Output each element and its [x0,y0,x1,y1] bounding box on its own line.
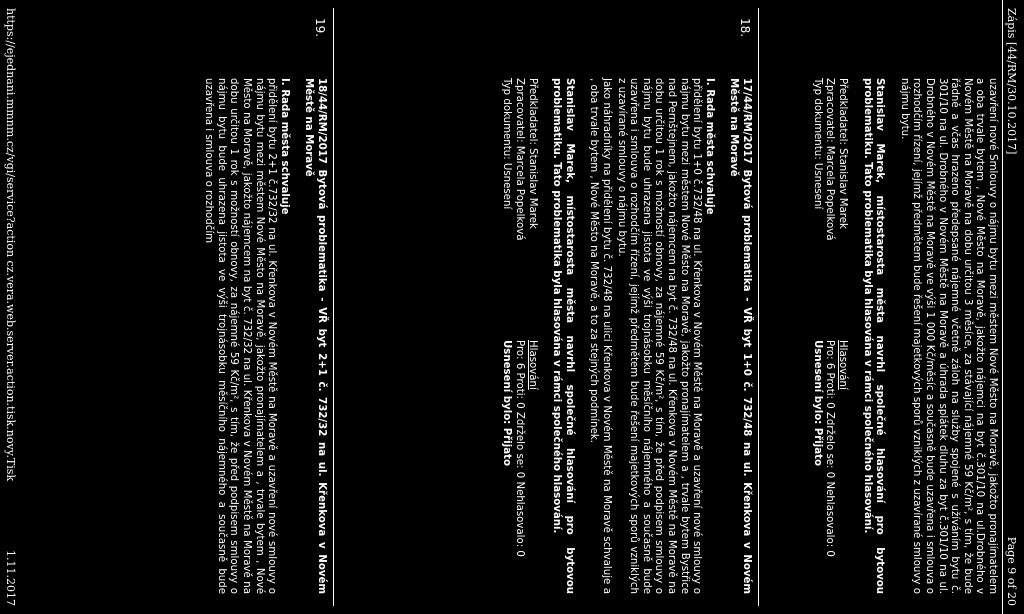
item-divider [758,8,759,606]
item-number: 19. [313,18,327,38]
intro-zpracovatel: Zpracovatel: Marcela Popelková [824,78,836,241]
resolution-heading: I. Rada města schvaluje [278,78,290,215]
item-typ: Typ dokumentu: Usnesení [501,78,513,210]
item-divider [333,8,334,606]
header-page-number: Page 9 of 20 [1005,536,1018,606]
item-vote: Pro: 6 Proti: 0 Zdrželo se: 0 Nehlasovalo: 0 [514,340,526,557]
document-body [20,8,1002,606]
header-record: Zápis [44/RM/30.10.2017] [1005,8,1018,155]
item-predkladatel: Předkladatel: Stanislav Marek [526,78,538,229]
resolution-body: přidělení bytu 2+1 č.732/32 na ul. Křenkova v Novém Městě na Moravě a uzavření nové smlouvy o nájmu bytu mezi městem Nové Město na Moravě, jakožto pronajímatelem a , trvale bytem , Nové Město na Moravě, jakožto nájemcem na byt č. 732/32 na ul. Křenkova v Novém Městě na Moravě na dobu určitou 1 rok s možností obnovy, za nájemné 59 Kč/m², s tím, že před podpisem smlouvy o nájmu bytu bude uhrazena jistota ve výši trojnásobku měsíčního nájemného a současně bude uzavřena i smlouva o rozhodčím [203,78,278,594]
item-number: 18. [738,18,752,38]
intro-block [810,78,998,594]
item-19-block [190,78,327,594]
footer-url: https://ejednani.mmnm.cz/vgi/service?action cz.vera.web.server.action.tisk.novy.Tisk [4,8,17,482]
resolution-heading: I. Rada města schvaluje [703,78,715,215]
page-footer [4,8,17,606]
intro-meta [810,78,848,594]
resolution-substitutes: Jako náhradníky na přidělení bytu č. 732/48 na ulici Křenkova v Novém Městě na Moravě schvaluje a , oba trvale bytem , Nové Město na Moravě, a to za stejných podmínek. [588,78,613,594]
header-rule [1002,0,1003,614]
item-title: 17/44/RM/2017 Bytová problematika - VŘ byt 1+0 č. 732/48 na ul. Křenkova v Novém Městě na Moravě [728,78,752,594]
item-hlasovani: Hlasování [526,340,538,390]
page-header [1005,8,1018,606]
item-zpracovatel: Zpracovatel: Marcela Popelková [514,78,526,241]
item-meta [500,78,538,594]
intro-typ: Typ dokumentu: Usnesení [811,78,823,210]
item-title: 18/44/RM/2017 Bytová problematika - VŘ byt 2+1 č. 732/32 na ul. Křenkova v Novém Městě na Moravě [303,78,327,594]
intro-result: Usnesení bylo: Přijato [811,340,823,467]
intro-hlasovani: Hlasování [837,340,849,390]
item-18-block [500,78,752,594]
footer-date: 1.11.2017 [4,550,17,606]
intro-predkladatel: Předkladatel: Stanislav Marek [837,78,849,229]
item-result: Usnesení bylo: Přijato [501,340,513,467]
intro-vote: Pro: 6 Proti: 0 Zdrželo se: 0 Nehlasovalo: 0 [824,340,836,557]
intro-note: Stanislav Marek, místostarosta města navrhl společné hlasování pro bytovou problematiku. Tato problematika byla hlasována v rámci společného hlasování. [861,78,886,594]
item-note: Stanislav Marek, místostarosta města navrhl společné hlasování pro bytovou problematiku. Tato problematika byla hlasována v rámci společného hlasování. [551,78,575,594]
resolution-body: přidělení bytu 1+0 č.732/48 na ul. Křenkova v Novém Městě na Moravě a uzavření nové smlouvy o nájmu bytu mezi městem Nové Město na Moravě, jakožto pronajímatelem a , trvale bytem Bystřice nad Pernštejnem, jakožto nájemcem na byt č. 732/48 na ul. Křenkova v Novém Městě na Moravě na dobu určitou 1 rok s možností obnovy, za nájemné 59 Kč/m², s tím, že před podpisem smlouvy o nájmu bytu bude uhrazena jistota ve výši trojnásobku měsíčního nájemného a současně bude uzavřena i smlouva o rozhodčím řízení, jejímž předmětem bude řešení majetkových sporů vzniklých z uzavírané smlouvy o nájmu bytu. [615,78,703,594]
intro-paragraph: uzavření nové Smlouvy o nájmu bytu mezi městem Nové Město na Moravě, jakožto pronajímatelem a oba trvale bytem , Nové Město na Moravě, jakožto nájemci na byt č.301/10 na ul.Drobného v Novém Městě na Moravě na dobu určitou 3 měsíce, za stávající nájemné 59 Kč/m², s tím, že bude řádně a včas hrazeno předepsané nájemné včetně záloh na služby spojené s užíváním bytu č. 301/10 na ul. Drobného v Novém Městě na Moravě a úhrada splátek dluhu za byt č.301/10 na ul. Drobného v Novém Městě na Moravě ve výši 1 000 Kč/měsíc a současně bude uzavřena i smlouva o rozhodčím řízení, jejímž předmětem bude řešení majetkových sporů vzniklých z uzavírané smlouvy o nájmu bytu. [898,78,998,594]
